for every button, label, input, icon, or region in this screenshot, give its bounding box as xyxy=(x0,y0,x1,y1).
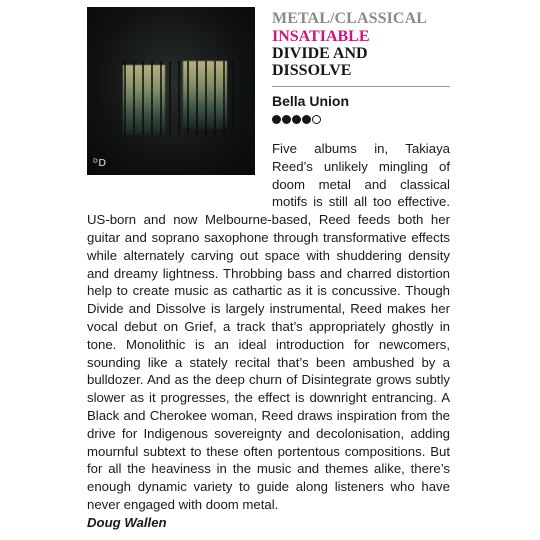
review-author: Doug Wallen xyxy=(87,514,167,530)
review-text: Five albums in, Takiaya Reed’s unlikely mingling of doom metal and classical motifs is still all too effective. US-born and now Melbourne-based, Reed feeds both her guitar and soprano saxophone through transformative effects while alternately carving out space with shuddering density and dreamy lightness. Throbbing bass and charred distortion help to create music as cathartic as it is concussive. Though Divide and Dissolve is largely instrumental, Reed makes her vocal debut on Grief, a track that’s appropriately ghostly in tone. Monolithic is an ideal introduction for newcomers, sounding like a stately recital that’s been ambushed by a bulldozer. And as the deep churn of Disintegrate grows subtly slower as it progresses, the effect is downright entrancing. A Black and Cherokee woman, Reed draws inspiration from the drive for Indigenous sovereignty and decolonisation, adding mournful subtext to these often portentous compositions. But for all the heaviness in the music and themes alike, there’s enough dynamic variety to guide along listeners who have never engaged with doom metal. xyxy=(87,141,450,512)
record-label: Bella Union xyxy=(272,93,350,109)
cover-bars xyxy=(117,61,235,135)
cover-logo: ᴰD xyxy=(93,158,107,169)
star-rating xyxy=(272,115,321,127)
rating-dot-filled xyxy=(282,115,291,124)
rating-dot-empty xyxy=(312,115,321,124)
genre-heading: METAL/CLASSICAL xyxy=(272,10,428,27)
rating-dot-filled xyxy=(272,115,281,124)
review-body xyxy=(87,140,450,532)
rating-dot-filled xyxy=(302,115,311,124)
verdict-tag: INSATIABLE xyxy=(272,28,370,45)
rating-dot-filled xyxy=(292,115,301,124)
divider xyxy=(272,86,450,87)
album-title: DIVIDE AND DISSOLVE xyxy=(272,45,368,79)
cover-spacer xyxy=(87,140,272,211)
